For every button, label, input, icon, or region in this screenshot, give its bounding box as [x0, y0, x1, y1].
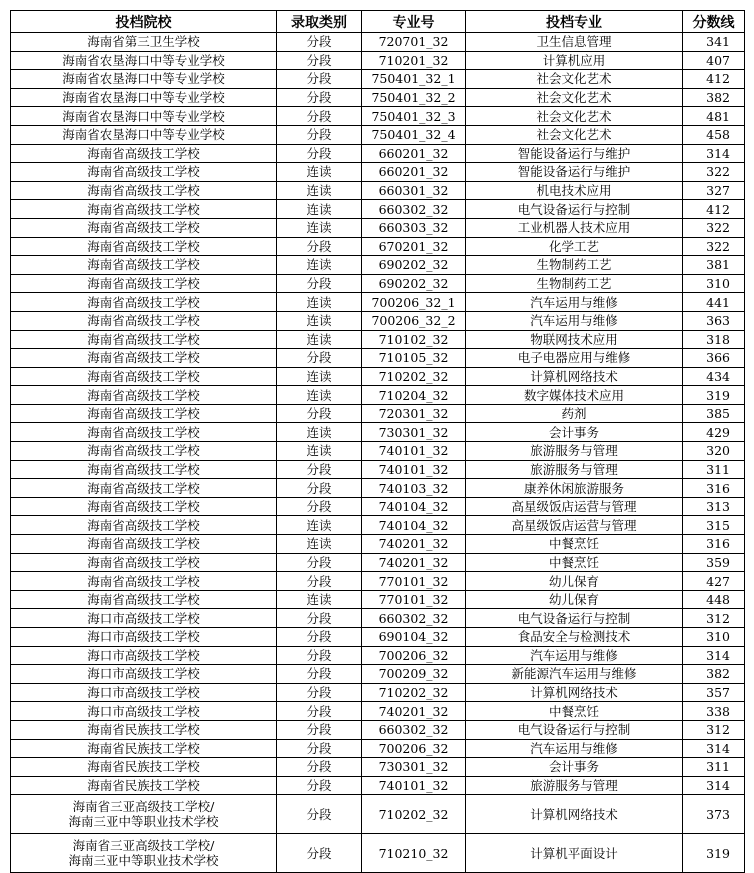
table-row [11, 218, 745, 237]
cell-major-code: 670201_32 [362, 237, 466, 256]
cell-score: 381 [683, 256, 745, 275]
cell-admission-type: 连读 [277, 311, 362, 330]
table-header [11, 11, 745, 33]
cell-admission-type: 分段 [277, 70, 362, 89]
cell-major: 智能设备运行与维护 [466, 163, 683, 182]
cell-admission-type: 连读 [277, 330, 362, 349]
cell-major-code: 710102_32 [362, 330, 466, 349]
cell-major: 化学工艺 [466, 237, 683, 256]
cell-major-code: 710204_32 [362, 386, 466, 405]
cell-major-code: 660201_32 [362, 163, 466, 182]
table-row [11, 423, 745, 442]
cell-school: 海南省民族技工学校 [11, 739, 277, 758]
cell-school: 海口市高级技工学校 [11, 609, 277, 628]
cell-admission-type: 分段 [277, 628, 362, 647]
table-row [11, 497, 745, 516]
table-row [11, 125, 745, 144]
table-row [11, 572, 745, 591]
table-row [11, 739, 745, 758]
cell-score: 319 [683, 834, 745, 873]
cell-school: 海南省高级技工学校 [11, 274, 277, 293]
cell-school [11, 834, 277, 873]
header-row [11, 11, 745, 33]
cell-school: 海南省高级技工学校 [11, 163, 277, 182]
cell-major: 计算机网络技术 [466, 795, 683, 834]
cell-major-code: 660303_32 [362, 218, 466, 237]
table-row [11, 590, 745, 609]
cell-score: 312 [683, 609, 745, 628]
cell-score: 311 [683, 460, 745, 479]
cell-admission-type: 分段 [277, 665, 362, 684]
table-row [11, 516, 745, 535]
cell-major-code: 690202_32 [362, 256, 466, 275]
cell-school: 海南省农垦海口中等专业学校 [11, 125, 277, 144]
table-row [11, 758, 745, 777]
table-row [11, 386, 745, 405]
cell-major-code: 740101_32 [362, 776, 466, 795]
table-row [11, 311, 745, 330]
table-row [11, 349, 745, 368]
cell-major-code: 740201_32 [362, 553, 466, 572]
cell-major: 汽车运用与维修 [466, 739, 683, 758]
cell-school: 海南省高级技工学校 [11, 256, 277, 275]
cell-major: 会计事务 [466, 758, 683, 777]
cell-major-code: 750401_32_1 [362, 70, 466, 89]
cell-major: 汽车运用与维修 [466, 646, 683, 665]
cell-major: 电气设备运行与控制 [466, 200, 683, 219]
cell-admission-type: 分段 [277, 33, 362, 52]
cell-admission-type: 分段 [277, 758, 362, 777]
cell-line: 海南省三亚高级技工学校/ [72, 799, 215, 815]
cell-school: 海口市高级技工学校 [11, 646, 277, 665]
cell-score: 310 [683, 628, 745, 647]
cell-school: 海南省农垦海口中等专业学校 [11, 70, 277, 89]
cell-admission-type: 连读 [277, 181, 362, 200]
table-row [11, 646, 745, 665]
cell-school: 海南省高级技工学校 [11, 330, 277, 349]
cell-score: 322 [683, 237, 745, 256]
cell-major: 社会文化艺术 [466, 70, 683, 89]
cell-school: 海南省高级技工学校 [11, 590, 277, 609]
cell-major: 新能源汽车运用与维修 [466, 665, 683, 684]
cell-major: 会计事务 [466, 423, 683, 442]
cell-major: 数字媒体技术应用 [466, 386, 683, 405]
header-major: 投档专业 [466, 11, 683, 33]
cell-school: 海南省民族技工学校 [11, 758, 277, 777]
cell-score: 363 [683, 311, 745, 330]
cell-major-code: 750401_32_2 [362, 88, 466, 107]
cell-admission-type: 分段 [277, 646, 362, 665]
cell-major: 旅游服务与管理 [466, 776, 683, 795]
table-row [11, 70, 745, 89]
table-body [11, 33, 745, 873]
cell-score: 314 [683, 646, 745, 665]
cell-major-code: 660301_32 [362, 181, 466, 200]
cell-admission-type: 连读 [277, 293, 362, 312]
table-row [11, 460, 745, 479]
cell-score: 441 [683, 293, 745, 312]
cell-admission-type: 分段 [277, 144, 362, 163]
cell-major: 社会文化艺术 [466, 107, 683, 126]
table-row [11, 535, 745, 554]
cell-major-code: 660302_32 [362, 609, 466, 628]
cell-school: 海南省高级技工学校 [11, 423, 277, 442]
cell-admission-type: 分段 [277, 553, 362, 572]
cell-admission-type: 分段 [277, 739, 362, 758]
table-row [11, 256, 745, 275]
cell-score: 338 [683, 702, 745, 721]
table-row [11, 834, 745, 873]
cell-score: 318 [683, 330, 745, 349]
cell-major: 社会文化艺术 [466, 125, 683, 144]
cell-major: 中餐烹饪 [466, 535, 683, 554]
header-score: 分数线 [683, 11, 745, 33]
cell-score: 312 [683, 720, 745, 739]
cell-major-code: 740101_32 [362, 460, 466, 479]
cell-major-code: 750401_32_4 [362, 125, 466, 144]
cell-major: 计算机网络技术 [466, 367, 683, 386]
cell-school: 海南省高级技工学校 [11, 479, 277, 498]
cell-school: 海南省高级技工学校 [11, 553, 277, 572]
cell-admission-type: 分段 [277, 834, 362, 873]
cell-school: 海南省高级技工学校 [11, 218, 277, 237]
cell-school: 海口市高级技工学校 [11, 665, 277, 684]
cell-admission-type: 连读 [277, 386, 362, 405]
cell-major-code: 710201_32 [362, 51, 466, 70]
cell-admission-type: 分段 [277, 720, 362, 739]
table-row [11, 628, 745, 647]
cell-major: 汽车运用与维修 [466, 311, 683, 330]
cell-school [11, 795, 277, 834]
cell-major: 药剂 [466, 404, 683, 423]
cell-major: 食品安全与检测技术 [466, 628, 683, 647]
table-row [11, 609, 745, 628]
cell-score: 481 [683, 107, 745, 126]
cell-admission-type: 分段 [277, 702, 362, 721]
cell-admission-type: 分段 [277, 349, 362, 368]
table-row [11, 200, 745, 219]
cell-admission-type: 连读 [277, 163, 362, 182]
cell-line: 海南省三亚高级技工学校/ [72, 838, 215, 854]
cell-major-code: 730301_32 [362, 423, 466, 442]
cell-major: 机电技术应用 [466, 181, 683, 200]
cell-school: 海口市高级技工学校 [11, 628, 277, 647]
cell-major: 智能设备运行与维护 [466, 144, 683, 163]
cell-score: 412 [683, 200, 745, 219]
cell-score: 382 [683, 665, 745, 684]
cell-school: 海南省高级技工学校 [11, 237, 277, 256]
cell-admission-type: 分段 [277, 609, 362, 628]
table-row [11, 479, 745, 498]
cell-major-code: 660201_32 [362, 144, 466, 163]
table-row [11, 404, 745, 423]
cell-major: 电子电器应用与维修 [466, 349, 683, 368]
cell-major-code: 750401_32_3 [362, 107, 466, 126]
cell-score: 448 [683, 590, 745, 609]
table-row [11, 665, 745, 684]
cell-major-code: 740101_32 [362, 442, 466, 461]
cell-admission-type: 分段 [277, 88, 362, 107]
cell-school: 海南省高级技工学校 [11, 144, 277, 163]
cell-major-code: 710202_32 [362, 795, 466, 834]
cell-major: 计算机平面设计 [466, 834, 683, 873]
cell-admission-type: 连读 [277, 200, 362, 219]
cell-score: 359 [683, 553, 745, 572]
cell-major: 高星级饭店运营与管理 [466, 516, 683, 535]
cell-school: 海南省高级技工学校 [11, 367, 277, 386]
cell-score: 434 [683, 367, 745, 386]
cell-major: 计算机网络技术 [466, 683, 683, 702]
table-row [11, 51, 745, 70]
cell-score: 320 [683, 442, 745, 461]
cell-score: 412 [683, 70, 745, 89]
table-row [11, 181, 745, 200]
cell-admission-type: 连读 [277, 590, 362, 609]
cell-major-code: 720301_32 [362, 404, 466, 423]
cell-admission-type: 连读 [277, 423, 362, 442]
cell-major-code: 710202_32 [362, 367, 466, 386]
cell-admission-type: 分段 [277, 107, 362, 126]
cell-major: 旅游服务与管理 [466, 442, 683, 461]
cell-major-code: 740104_32 [362, 516, 466, 535]
cell-major: 电气设备运行与控制 [466, 720, 683, 739]
cell-major-code: 770101_32 [362, 572, 466, 591]
cell-score: 322 [683, 218, 745, 237]
header-major-code: 专业号 [362, 11, 466, 33]
cell-score: 373 [683, 795, 745, 834]
cell-score: 427 [683, 572, 745, 591]
cell-score: 314 [683, 739, 745, 758]
cell-major-code: 740201_32 [362, 535, 466, 554]
cell-school: 海南省高级技工学校 [11, 460, 277, 479]
cell-score: 316 [683, 535, 745, 554]
cell-score: 314 [683, 144, 745, 163]
cell-school: 海口市高级技工学校 [11, 702, 277, 721]
cell-major-code: 710105_32 [362, 349, 466, 368]
cell-score: 382 [683, 88, 745, 107]
cell-score: 315 [683, 516, 745, 535]
cell-major: 中餐烹饪 [466, 553, 683, 572]
cell-score: 341 [683, 33, 745, 52]
cell-admission-type: 连读 [277, 218, 362, 237]
table-row [11, 367, 745, 386]
cell-major-code: 700206_32 [362, 646, 466, 665]
cell-major: 康养休闲旅游服务 [466, 479, 683, 498]
table-row [11, 776, 745, 795]
cell-school: 海南省高级技工学校 [11, 516, 277, 535]
cell-school: 海口市高级技工学校 [11, 683, 277, 702]
cell-school: 海南省高级技工学校 [11, 293, 277, 312]
cell-admission-type: 分段 [277, 572, 362, 591]
cell-major-code: 710202_32 [362, 683, 466, 702]
cell-admission-type: 连读 [277, 256, 362, 275]
cell-score: 316 [683, 479, 745, 498]
cell-major: 工业机器人技术应用 [466, 218, 683, 237]
cell-major-code: 730301_32 [362, 758, 466, 777]
cell-score: 314 [683, 776, 745, 795]
cell-major-code: 770101_32 [362, 590, 466, 609]
table-row [11, 683, 745, 702]
cell-admission-type: 分段 [277, 683, 362, 702]
table-row [11, 88, 745, 107]
cell-admission-type: 分段 [277, 274, 362, 293]
header-school: 投档院校 [11, 11, 277, 33]
cell-admission-type: 连读 [277, 442, 362, 461]
table-row [11, 144, 745, 163]
cell-school: 海南省农垦海口中等专业学校 [11, 107, 277, 126]
cell-score: 385 [683, 404, 745, 423]
cell-major-code: 700206_32_2 [362, 311, 466, 330]
cell-admission-type: 分段 [277, 51, 362, 70]
cell-line: 海南三亚中等职业技术学校 [68, 814, 219, 830]
cell-major: 社会文化艺术 [466, 88, 683, 107]
cell-score: 429 [683, 423, 745, 442]
cell-school: 海南省高级技工学校 [11, 535, 277, 554]
cell-major-code: 740201_32 [362, 702, 466, 721]
cell-school: 海南省民族技工学校 [11, 720, 277, 739]
cell-school: 海南省高级技工学校 [11, 386, 277, 405]
cell-school: 海南省农垦海口中等专业学校 [11, 51, 277, 70]
cell-major-code: 740104_32 [362, 497, 466, 516]
cell-school: 海南省高级技工学校 [11, 572, 277, 591]
cell-admission-type: 连读 [277, 535, 362, 554]
cell-score: 366 [683, 349, 745, 368]
cell-major: 计算机应用 [466, 51, 683, 70]
table-row [11, 553, 745, 572]
cell-major: 幼儿保育 [466, 572, 683, 591]
cell-admission-type: 连读 [277, 367, 362, 386]
cell-score: 322 [683, 163, 745, 182]
cell-school: 海南省高级技工学校 [11, 497, 277, 516]
cell-admission-type: 分段 [277, 460, 362, 479]
cell-major-code: 660302_32 [362, 720, 466, 739]
admission-score-table [10, 10, 745, 873]
cell-school: 海南省高级技工学校 [11, 404, 277, 423]
cell-admission-type: 分段 [277, 125, 362, 144]
cell-school: 海南省第三卫生学校 [11, 33, 277, 52]
table-row [11, 442, 745, 461]
header-admission-type: 录取类别 [277, 11, 362, 33]
cell-score: 458 [683, 125, 745, 144]
cell-admission-type: 分段 [277, 497, 362, 516]
cell-major-code: 720701_32 [362, 33, 466, 52]
cell-major-code: 700206_32 [362, 739, 466, 758]
cell-score: 310 [683, 274, 745, 293]
table-row [11, 702, 745, 721]
cell-score: 319 [683, 386, 745, 405]
cell-admission-type: 分段 [277, 404, 362, 423]
cell-major: 卫生信息管理 [466, 33, 683, 52]
cell-major-code: 700206_32_1 [362, 293, 466, 312]
table-row [11, 720, 745, 739]
cell-school: 海南省高级技工学校 [11, 311, 277, 330]
table-row [11, 33, 745, 52]
cell-major: 幼儿保育 [466, 590, 683, 609]
table-row [11, 795, 745, 834]
cell-major: 生物制药工艺 [466, 274, 683, 293]
table-row [11, 274, 745, 293]
cell-major: 高星级饭店运营与管理 [466, 497, 683, 516]
cell-school: 海南省高级技工学校 [11, 442, 277, 461]
cell-major-code: 710210_32 [362, 834, 466, 873]
cell-score: 357 [683, 683, 745, 702]
table-row [11, 237, 745, 256]
cell-major-code: 690104_32 [362, 628, 466, 647]
cell-major: 中餐烹饪 [466, 702, 683, 721]
cell-admission-type: 连读 [277, 516, 362, 535]
cell-score: 407 [683, 51, 745, 70]
cell-major: 电气设备运行与控制 [466, 609, 683, 628]
cell-score: 313 [683, 497, 745, 516]
cell-school: 海南省民族技工学校 [11, 776, 277, 795]
cell-major: 物联网技术应用 [466, 330, 683, 349]
cell-major-code: 700209_32 [362, 665, 466, 684]
cell-line: 海南三亚中等职业技术学校 [68, 853, 219, 869]
cell-major: 旅游服务与管理 [466, 460, 683, 479]
cell-score: 327 [683, 181, 745, 200]
cell-score: 311 [683, 758, 745, 777]
cell-admission-type: 分段 [277, 795, 362, 834]
cell-school: 海南省农垦海口中等专业学校 [11, 88, 277, 107]
cell-school: 海南省高级技工学校 [11, 181, 277, 200]
cell-major: 生物制药工艺 [466, 256, 683, 275]
cell-major: 汽车运用与维修 [466, 293, 683, 312]
cell-admission-type: 分段 [277, 237, 362, 256]
table-row [11, 293, 745, 312]
cell-school: 海南省高级技工学校 [11, 349, 277, 368]
cell-major-code: 690202_32 [362, 274, 466, 293]
table-row [11, 163, 745, 182]
cell-major-code: 660302_32 [362, 200, 466, 219]
cell-school: 海南省高级技工学校 [11, 200, 277, 219]
table-row [11, 107, 745, 126]
table-row [11, 330, 745, 349]
cell-admission-type: 分段 [277, 776, 362, 795]
cell-major-code: 740103_32 [362, 479, 466, 498]
cell-admission-type: 分段 [277, 479, 362, 498]
